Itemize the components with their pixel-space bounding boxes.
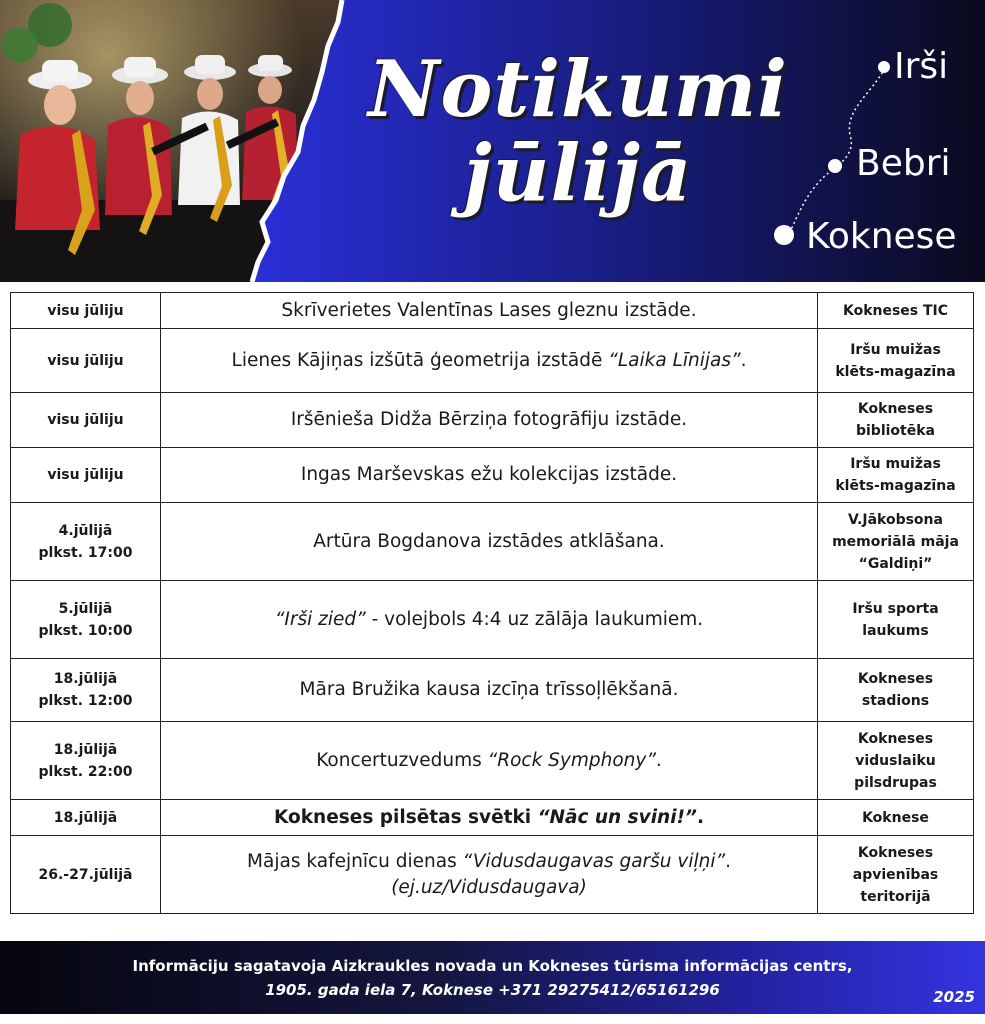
event-location-line: viduslaiku — [855, 752, 936, 769]
event-row — [11, 581, 974, 659]
event-location-line: Kokneses — [857, 401, 934, 417]
event-location — [818, 448, 974, 503]
event-date — [11, 448, 161, 503]
event-date — [11, 836, 161, 914]
event-date — [11, 293, 161, 329]
event-location — [818, 581, 974, 659]
event-description — [161, 800, 818, 836]
event-description-text: Skrīverietes Valentīnas Lases gleznu izstāde. — [281, 299, 697, 321]
event-location-line: stadions — [861, 693, 930, 709]
event-description-text: (ej.uz/Vidusdaugava) — [391, 876, 587, 898]
event-date-line: plkst. 10:00 — [38, 622, 133, 639]
event-location-line: V.Jākobsona — [848, 511, 943, 528]
event-description — [161, 581, 818, 659]
event-description — [161, 722, 818, 800]
location-dot-icon — [878, 61, 890, 73]
event-description-text: Lienes Kājiņas izšūtā ģeometrija izstādē — [231, 349, 609, 371]
place-irsi: Irši — [894, 46, 949, 87]
event-location-line: Iršu muižas — [850, 456, 941, 472]
event-description-text: . — [740, 349, 747, 371]
event-description-text: “Nāc un svini!” — [537, 806, 697, 828]
event-location — [818, 836, 974, 914]
event-location-line: klēts-magazīna — [835, 478, 956, 494]
footer-address: 1905. gada iela 7, Koknese +371 29275412/65161296 — [265, 981, 720, 999]
event-date-line: visu jūliju — [47, 352, 124, 369]
event-date-line: plkst. 22:00 — [38, 763, 133, 780]
event-row — [11, 293, 974, 329]
location-dot-icon — [828, 159, 842, 173]
event-date-line: visu jūliju — [47, 302, 124, 319]
event-row — [11, 722, 974, 800]
event-location-line: Kokneses — [857, 671, 934, 687]
event-description-text: . — [655, 749, 662, 771]
event-location — [818, 722, 974, 800]
event-location-line: klēts-magazīna — [835, 363, 956, 380]
event-location — [818, 800, 974, 836]
event-location-line: memoriālā māja — [832, 533, 959, 550]
event-description — [161, 659, 818, 722]
event-location — [818, 393, 974, 448]
event-description — [161, 503, 818, 581]
event-description-text: “Rock Symphony” — [487, 749, 656, 771]
event-location — [818, 293, 974, 329]
event-location — [818, 503, 974, 581]
event-date-line: 18.jūlijā — [53, 741, 118, 758]
event-date-line: 18.jūlijā — [53, 671, 118, 687]
event-date-line: 5.jūlijā — [58, 600, 113, 617]
event-location-line: “Galdiņi” — [858, 555, 933, 572]
event-date — [11, 722, 161, 800]
events-table — [10, 292, 974, 914]
event-description-text: Kokneses pilsētas svētki — [274, 806, 538, 828]
event-description — [161, 448, 818, 503]
event-location-line: teritorijā — [860, 888, 931, 905]
event-description-text: - volejbols 4:4 uz zālāja laukumiem. — [365, 608, 704, 630]
event-date — [11, 393, 161, 448]
event-date-line: visu jūliju — [47, 412, 124, 428]
event-description-text: “Laika Līnijas” — [608, 349, 741, 371]
event-description-text: . — [696, 806, 704, 828]
event-row — [11, 800, 974, 836]
event-description-text: . — [725, 850, 731, 872]
event-location-line: Kokneses — [857, 730, 934, 747]
event-location-line: bibliotēka — [855, 423, 935, 439]
event-location-line: Iršu muižas — [850, 341, 941, 358]
event-description-text: Iršēnieša Didža Bērziņa fotogrāfiju izstāde. — [290, 409, 688, 430]
event-date-line: 18.jūlijā — [53, 809, 118, 826]
event-description-text: Mājas kafejnīcu dienas — [247, 850, 463, 872]
footer-info: Informāciju sagatavoja Aizkraukles novada un Kokneses tūrisma informācijas centrs, — [132, 957, 853, 975]
event-description-text: “Irši zied” — [274, 608, 366, 630]
event-location-line: Kokneses — [857, 844, 934, 861]
event-location-line: Iršu sporta — [852, 600, 939, 617]
event-date-line: 26.-27.jūlijā — [38, 866, 133, 883]
event-row — [11, 393, 974, 448]
event-location-line: Kokneses TIC — [842, 302, 949, 319]
event-date — [11, 329, 161, 393]
event-description-text: Māra Bružika kausa izcīņa trīssoļlēkšanā. — [299, 679, 679, 700]
header-banner — [0, 0, 985, 282]
event-date-line: plkst. 17:00 — [38, 544, 133, 561]
place-bebri: Bebri — [856, 143, 951, 184]
event-row — [11, 448, 974, 503]
event-description — [161, 329, 818, 393]
event-row — [11, 329, 974, 393]
event-location — [818, 659, 974, 722]
event-row — [11, 659, 974, 722]
event-row — [11, 503, 974, 581]
title-line-2: jūlijā — [463, 128, 693, 219]
footer-year: 2025 — [933, 988, 975, 1006]
event-description-text: Koncertuzvedums — [316, 749, 488, 771]
event-location-line: apvienības — [852, 866, 939, 883]
footer — [0, 941, 985, 1014]
event-date-line: 4.jūlijā — [58, 522, 113, 539]
place-koknese: Koknese — [806, 216, 957, 257]
event-date — [11, 503, 161, 581]
event-description-text: “Vidusdaugavas garšu viļņi” — [462, 850, 726, 872]
event-date — [11, 800, 161, 836]
page-title — [368, 44, 788, 219]
event-date — [11, 659, 161, 722]
event-description-text: Ingas Marševskas ežu kolekcijas izstāde. — [300, 464, 678, 485]
event-description-text: Artūra Bogdanova izstādes atklāšana. — [313, 530, 665, 552]
event-location-line: laukums — [862, 622, 929, 639]
event-description — [161, 293, 818, 329]
event-description — [161, 393, 818, 448]
event-date-line: plkst. 12:00 — [38, 693, 133, 709]
event-location-line: pilsdrupas — [854, 774, 937, 791]
location-dot-icon — [774, 225, 794, 245]
event-date — [11, 581, 161, 659]
event-date-line: visu jūliju — [47, 467, 124, 483]
title-line-1: Notikumi — [368, 44, 788, 135]
event-description — [161, 836, 818, 914]
event-row — [11, 836, 974, 914]
event-location-line: Koknese — [862, 809, 929, 826]
event-location — [818, 329, 974, 393]
